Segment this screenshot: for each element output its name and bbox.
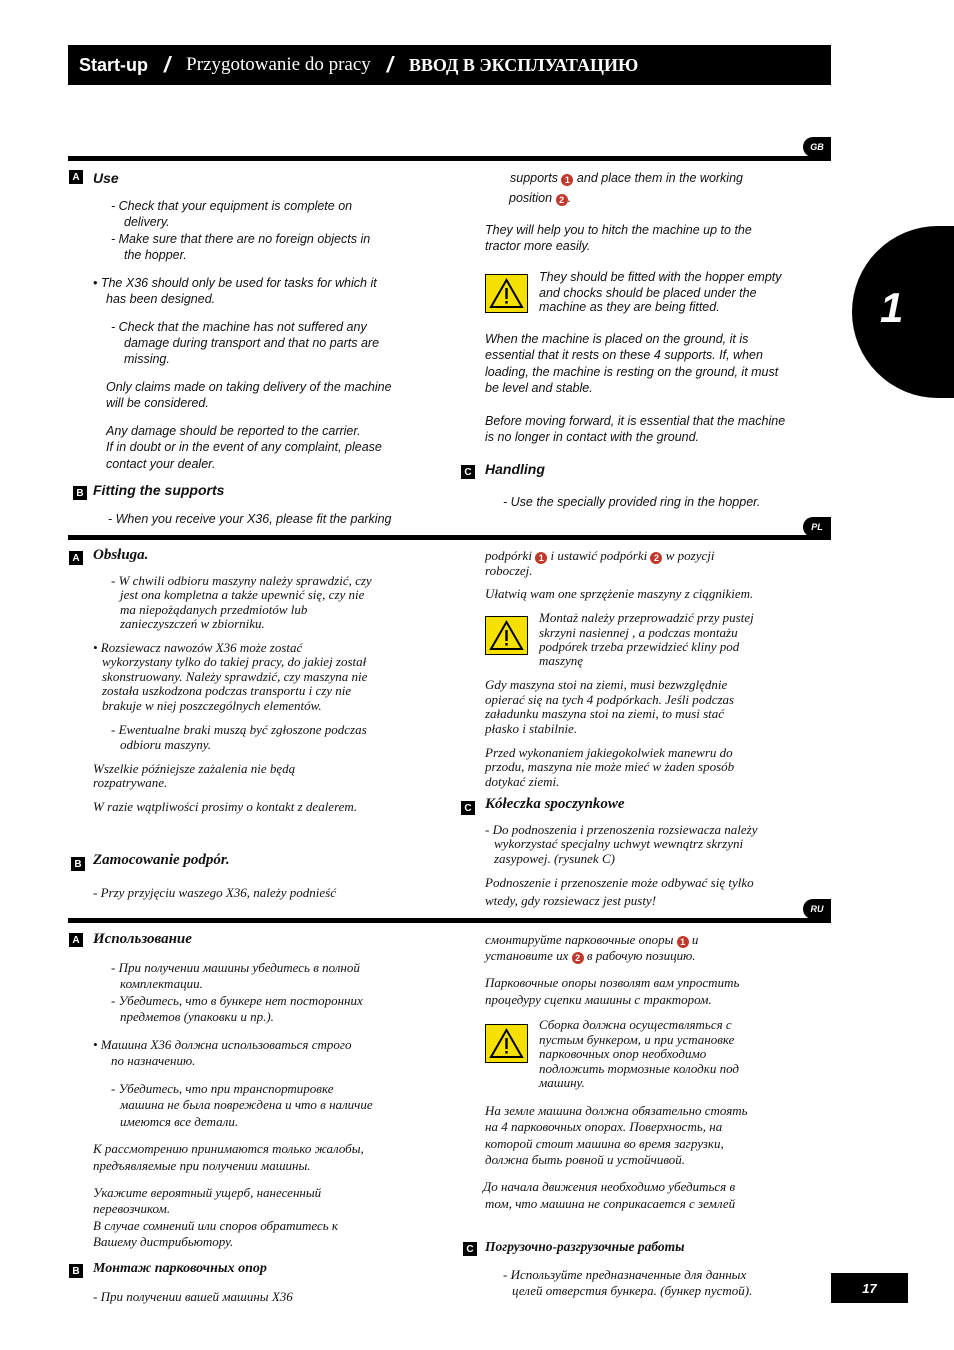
section-title: Fitting the supports (93, 482, 225, 498)
text-line: is no longer in contact with the ground. (485, 430, 700, 444)
text-line: - Используйте предназначенные для данных (503, 1267, 747, 1282)
text-line: zanieczyszczeń w zbiorniku. (120, 616, 265, 631)
text-line: will be considered. (106, 396, 209, 410)
marker-1-icon: 1 (677, 936, 689, 948)
text-line: Вашему дистрибьютору. (93, 1234, 234, 1249)
section-letter-a: A (69, 551, 83, 565)
text-line: and chocks should be placed under the (539, 286, 757, 300)
text-line: которой стоит машина во время загрузки, (485, 1136, 724, 1151)
text-line: W razie wątpliwości prosimy o kontakt z dealerem. (93, 799, 358, 814)
text-line: - When you receive your X36, please fit the parking (108, 512, 392, 526)
text-line: dotykać ziemi. (485, 774, 560, 789)
section-letter-b: B (69, 1264, 83, 1278)
section-title: Погрузочно-разгрузочные работы (485, 1239, 685, 1254)
text-line: delivery. (124, 215, 170, 229)
section-title: Использование (93, 931, 192, 947)
text-line: jest ona kompletna a także upewnić się, czy nie (120, 587, 365, 602)
section-title: Handling (485, 461, 545, 477)
text-line: подложить тормозные колодки под (539, 1061, 739, 1076)
text-line: przodu, maszyna nie może mieć w żaden sposób (485, 759, 735, 774)
text-line: They will help you to hitch the machine up to the (485, 223, 752, 237)
header-title-en: Start-up (79, 54, 148, 75)
text-line: • The X36 should only be used for tasks for which it (93, 276, 377, 290)
text-line: предметов (упаковки и пр.). (120, 1009, 274, 1024)
text-line: - Przy przyjęciu waszego X36, należy podnieść (93, 885, 336, 900)
section-letter-c: C (461, 465, 475, 479)
text-line: podpórki 1 i ustawić podpórki 2 w pozycji (485, 548, 715, 563)
section-title: Zamocowanie podpór. (93, 852, 230, 868)
chapter-tab (852, 226, 954, 398)
text-line: - W chwili odbioru maszyny należy sprawdzić, czy (111, 573, 372, 588)
chapter-number: 1 (880, 284, 904, 331)
marker-2-icon: 2 (572, 952, 584, 964)
text-line: парковочных опор необходимо (539, 1046, 707, 1061)
text-line: предъявляемые при получении машины. (93, 1158, 311, 1173)
text-line: - Check that the machine has not suffered any (111, 320, 367, 334)
text-line: машину. (539, 1075, 585, 1090)
section-title: Монтаж парковочных опор (93, 1261, 267, 1276)
text-line: supports 1 and place them in the working (510, 171, 743, 185)
section-title: Use (93, 170, 119, 186)
text-line: на 4 парковочных опорах. Поверхность, на (485, 1119, 723, 1134)
text-line: They should be fitted with the hopper empty (539, 270, 782, 284)
text-line: машина не была повреждена и что в наличие (120, 1097, 373, 1112)
text-line: Парковочные опоры позволят вам упростить (485, 975, 740, 990)
text-line: пустым бункером, и при установке (539, 1032, 735, 1047)
text-line: установите их 2 в рабочую позицию. (485, 948, 696, 963)
text-line: процедуру сцепки машины с трактором. (485, 992, 712, 1007)
marker-2-icon: 2 (556, 194, 568, 206)
text-line: maszynę (539, 653, 584, 668)
text-line: zasypowej. (rysunek C) (494, 851, 615, 866)
text-line: the hopper. (124, 248, 187, 262)
warning-icon (485, 616, 528, 655)
section-divider (68, 156, 831, 161)
section-letter-c: C (461, 801, 475, 815)
text-line: - При получении вашей машины X36 (93, 1289, 293, 1304)
text-line: - Убедитесь, что в бункере нет посторонних (111, 993, 363, 1008)
text-line: К рассмотрению принимаются только жалобы, (93, 1141, 364, 1156)
text-line: When the machine is placed on the ground, it is (485, 332, 749, 346)
section-title: Obsługa. (93, 547, 149, 563)
text-line: Укажите вероятный ущерб, нанесенный (93, 1185, 322, 1200)
section-letter-c: C (463, 1242, 477, 1256)
text-line: - Check that your equipment is complete on (111, 199, 353, 213)
text-line: została uszkodzona podczas transportu i czy nie (102, 683, 352, 698)
text-line: skonstruowany. Należy sprawdzić, czy maszyna nie (102, 669, 368, 684)
text-line: tractor more easily. (485, 239, 591, 253)
text-line: ma niepożądanych przedmiotów lub (120, 602, 308, 617)
text-line: комплектации. (120, 976, 203, 991)
text-line: machine as they are being fitted. (539, 300, 720, 314)
text-line: - Убедитесь, что при транспортировке (111, 1081, 334, 1096)
text-line: Any damage should be reported to the carrier. (106, 424, 361, 438)
text-line: В случае сомнений или споров обратитесь к (93, 1218, 338, 1233)
text-line: Gdy maszyna stoi na ziemi, musi bezwzględnie (485, 677, 728, 692)
section-title: Kółeczka spoczynkowe (485, 796, 625, 812)
text-line: roboczej. (485, 563, 533, 578)
text-line: opierać się na tych 4 podpórkach. Jeśli podczas (485, 692, 735, 707)
header-title-ru: ВВОД В ЭКСПЛУАТАЦИЮ (408, 54, 639, 75)
warning-icon (485, 274, 528, 313)
section-divider (68, 918, 831, 923)
text-line: podpórek trzeba przewidzieć kliny pod (539, 639, 740, 654)
text-line: имеются все детали. (120, 1114, 239, 1129)
text-line: Ułatwią wam one sprzężenie maszyny z ciągnikiem. (485, 586, 754, 601)
section-divider (68, 535, 831, 540)
text-line: wykorzystany tylko do takiej pracy, do jakiej został (102, 654, 367, 669)
section-letter-a: A (69, 170, 83, 184)
text-line: На земле машина должна обязательно стоять (485, 1103, 748, 1118)
marker-2-icon: 2 (650, 552, 662, 564)
text-line: Montaż należy przeprowadzić przy pustej (539, 610, 754, 625)
text-line: должна быть ровной и устойчивой. (485, 1152, 686, 1167)
header-title-pl: Przygotowanie do pracy (186, 54, 371, 75)
text-line: skrzyni nasiennej , a podczas montażu (539, 625, 738, 640)
text-line: loading, the machine is resting on the ground, it must (485, 365, 779, 379)
text-line: Before moving forward, it is essential that the machine (485, 414, 786, 428)
text-line: Przed wykonaniem jakiegokolwiek manewru do (485, 745, 733, 760)
lang-badge-gb: GB (803, 137, 831, 157)
text-line: brakuje w niej poszczególnych elementów. (102, 698, 322, 713)
text-line: - При получении машины убедитесь в полной (111, 960, 360, 975)
text-line: płasko i stabilnie. (485, 721, 578, 736)
page-number: 17 (831, 1273, 908, 1303)
text-line: - Use the specially provided ring in the hopper. (503, 495, 761, 509)
section-letter-a: A (69, 933, 83, 947)
text-line: Podnoszenie i przenoszenie może odbywać się tylko (485, 875, 754, 890)
text-line: odbioru maszyny. (120, 737, 211, 752)
lang-badge-ru: RU (803, 899, 831, 919)
marker-1-icon: 1 (535, 552, 547, 564)
section-letter-b: B (71, 857, 85, 871)
header-separator: / (164, 52, 171, 77)
text-line: • Машина X36 должна использоваться строго (93, 1037, 352, 1052)
lang-badge-pl: PL (803, 517, 831, 537)
text-line: essential that it rests on these 4 supports. If, when (485, 348, 763, 362)
header-separator: / (386, 52, 393, 77)
page-header-bar (68, 45, 831, 85)
text-line: Сборка должна осуществляться с (539, 1017, 732, 1032)
text-line: - Ewentualne braki muszą być zgłoszone podczas (111, 722, 367, 737)
text-line: contact your dealer. (106, 457, 216, 471)
text-line: по назначению. (111, 1053, 196, 1068)
text-line: Only claims made on taking delivery of the machine (106, 380, 392, 394)
text-line: - Do podnoszenia i przenoszenia rozsiewacza należy (485, 822, 758, 837)
text-line: • Rozsiewacz nawozów X36 może zostać (93, 640, 303, 655)
text-line: Wszelkie późniejsze zażalenia nie będą (93, 761, 296, 776)
marker-1-icon: 1 (561, 174, 573, 186)
text-line: перевозчиком. (93, 1201, 171, 1216)
text-line: missing. (124, 352, 170, 366)
text-line: целей отверстия бункера. (бункер пустой). (512, 1283, 753, 1298)
text-line: До начала движения необходимо убедиться в (483, 1179, 736, 1194)
warning-icon (485, 1024, 528, 1063)
text-line: смонтируйте парковочные опоры 1 и (485, 932, 699, 947)
text-line: - Make sure that there are no foreign objects in (111, 232, 371, 246)
text-line: damage during transport and that no parts are (124, 336, 380, 350)
section-letter-b: B (73, 486, 87, 500)
text-line: том, что машина не соприкасается с землей (485, 1196, 736, 1211)
text-line: rozpatrywane. (93, 775, 168, 790)
text-line: be level and stable. (485, 381, 593, 395)
text-line: position 2 . (509, 191, 572, 205)
text-line: wtedy, gdy rozsiewacz jest pusty! (485, 893, 657, 908)
text-line: If in doubt or in the event of any complaint, please (106, 440, 382, 454)
text-line: załadunku maszyna stoi na ziemi, to musi stać (485, 706, 725, 721)
text-line: has been designed. (106, 292, 216, 306)
text-line: wykorzystać specjalny uchwyt wewnątrz skrzyni (494, 836, 744, 851)
